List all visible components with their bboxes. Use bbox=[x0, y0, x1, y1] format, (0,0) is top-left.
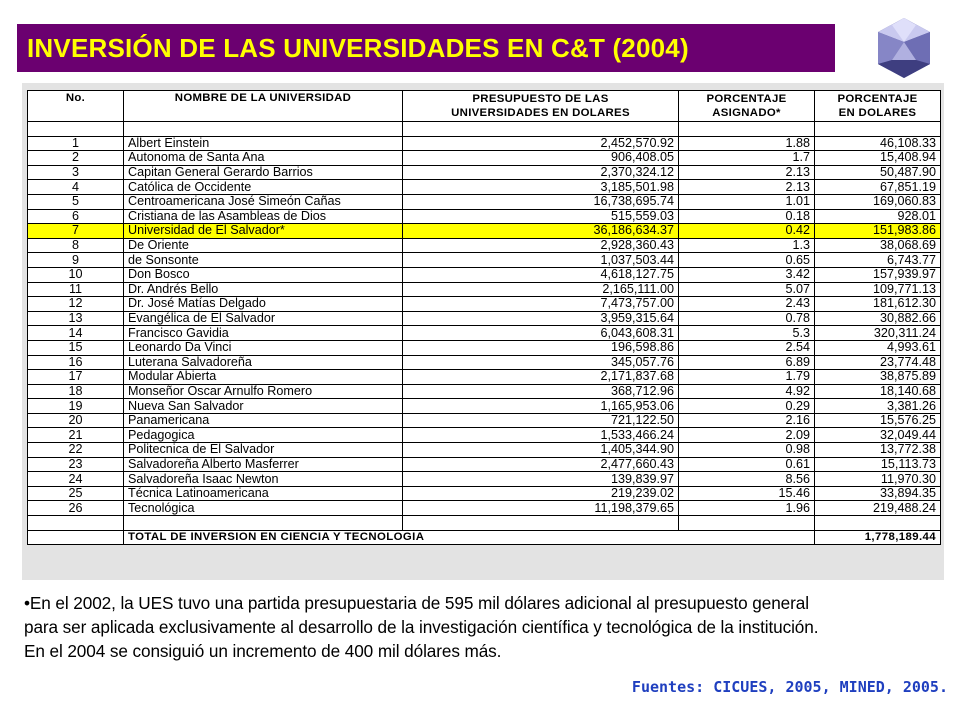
note-line-2: para ser aplicada exclusivamente al desarrollo de la investigación científica y tecnológica de la institución. bbox=[24, 617, 819, 637]
cell-no: 8 bbox=[28, 238, 124, 253]
table-row bbox=[28, 326, 941, 341]
cell-budget: 4,618,127.75 bbox=[403, 267, 679, 282]
cell-percentage-dollars: 181,612.30 bbox=[815, 297, 941, 312]
cell-university-name: Universidad de El Salvador* bbox=[124, 224, 403, 239]
cell-university-name: Modular Abierta bbox=[124, 370, 403, 385]
cell-percentage-assigned: 3.42 bbox=[679, 267, 815, 282]
cell-percentage-assigned: 5.3 bbox=[679, 326, 815, 341]
cell-percentage-dollars: 15,576.25 bbox=[815, 413, 941, 428]
cell-no: 22 bbox=[28, 443, 124, 458]
table-row bbox=[28, 457, 941, 472]
cell-percentage-dollars: 30,882.66 bbox=[815, 311, 941, 326]
cell-percentage-assigned: 2.09 bbox=[679, 428, 815, 443]
cell-percentage-assigned: 2.54 bbox=[679, 340, 815, 355]
cell-budget: 368,712.96 bbox=[403, 384, 679, 399]
page-title: INVERSIÓN DE LAS UNIVERSIDADES EN C&T (2004) bbox=[17, 24, 835, 72]
cell-university-name: Nueva San Salvador bbox=[124, 399, 403, 414]
cell-percentage-dollars: 23,774.48 bbox=[815, 355, 941, 370]
table-row bbox=[28, 180, 941, 195]
cell-percentage-dollars: 13,772.38 bbox=[815, 443, 941, 458]
table-row bbox=[28, 282, 941, 297]
cell-percentage-dollars: 6,743.77 bbox=[815, 253, 941, 268]
cell-percentage-assigned: 1.79 bbox=[679, 370, 815, 385]
source-citation: Fuentes: CICUES, 2005, MINED, 2005. bbox=[631, 678, 948, 696]
spacer-cell bbox=[815, 122, 941, 137]
cell-no: 19 bbox=[28, 399, 124, 414]
table-row bbox=[28, 384, 941, 399]
cell-budget: 515,559.03 bbox=[403, 209, 679, 224]
spacer-row bbox=[28, 516, 941, 531]
cell-percentage-assigned: 1.7 bbox=[679, 151, 815, 166]
cell-budget: 2,477,660.43 bbox=[403, 457, 679, 472]
cell-percentage-assigned: 1.3 bbox=[679, 238, 815, 253]
cell-percentage-dollars: 33,894.35 bbox=[815, 486, 941, 501]
header-usd-line1: PORCENTAJE bbox=[837, 93, 918, 105]
header-pct-line2: ASIGNADO* bbox=[712, 107, 781, 119]
table-row bbox=[28, 136, 941, 151]
cell-no: 15 bbox=[28, 340, 124, 355]
cell-percentage-assigned: 4.92 bbox=[679, 384, 815, 399]
cell-budget: 7,473,757.00 bbox=[403, 297, 679, 312]
cell-university-name: Salvadoreña Alberto Masferrer bbox=[124, 457, 403, 472]
cell-percentage-dollars: 46,108.33 bbox=[815, 136, 941, 151]
cell-university-name: Politecnica de El Salvador bbox=[124, 443, 403, 458]
cell-percentage-dollars: 50,487.90 bbox=[815, 165, 941, 180]
cell-budget: 345,057.76 bbox=[403, 355, 679, 370]
table-row bbox=[28, 355, 941, 370]
cell-percentage-assigned: 2.13 bbox=[679, 180, 815, 195]
cell-no: 9 bbox=[28, 253, 124, 268]
cell-budget: 139,839.97 bbox=[403, 472, 679, 487]
cell-percentage-assigned: 0.29 bbox=[679, 399, 815, 414]
cell-percentage-dollars: 109,771.13 bbox=[815, 282, 941, 297]
cell-no: 11 bbox=[28, 282, 124, 297]
cell-university-name: Católica de Occidente bbox=[124, 180, 403, 195]
gem-icon bbox=[872, 16, 936, 80]
cell-no: 23 bbox=[28, 457, 124, 472]
cell-percentage-dollars: 38,068.69 bbox=[815, 238, 941, 253]
table-row bbox=[28, 443, 941, 458]
table-container bbox=[22, 83, 944, 580]
cell-percentage-dollars: 18,140.68 bbox=[815, 384, 941, 399]
cell-budget: 11,198,379.65 bbox=[403, 501, 679, 516]
cell-percentage-assigned: 0.78 bbox=[679, 311, 815, 326]
cell-percentage-assigned: 0.42 bbox=[679, 224, 815, 239]
cell-no: 3 bbox=[28, 165, 124, 180]
cell-percentage-dollars: 928.01 bbox=[815, 209, 941, 224]
cell-percentage-dollars: 67,851.19 bbox=[815, 180, 941, 195]
cell-budget: 219,239.02 bbox=[403, 486, 679, 501]
cell-percentage-assigned: 1.01 bbox=[679, 194, 815, 209]
cell-no: 20 bbox=[28, 413, 124, 428]
cell-percentage-dollars: 4,993.61 bbox=[815, 340, 941, 355]
total-row bbox=[28, 530, 941, 545]
table-row bbox=[28, 399, 941, 414]
cell-percentage-assigned: 2.43 bbox=[679, 297, 815, 312]
cell-percentage-dollars: 320,311.24 bbox=[815, 326, 941, 341]
table-row bbox=[28, 340, 941, 355]
cell-no: 16 bbox=[28, 355, 124, 370]
cell-university-name: Panamericana bbox=[124, 413, 403, 428]
cell-budget: 1,037,503.44 bbox=[403, 253, 679, 268]
cell-percentage-dollars: 157,939.97 bbox=[815, 267, 941, 282]
header-budget-line2: UNIVERSIDADES EN DOLARES bbox=[451, 107, 630, 119]
total-label: TOTAL DE INVERSION EN CIENCIA Y TECNOLOGIA bbox=[124, 530, 815, 545]
table-row bbox=[28, 501, 941, 516]
spacer-cell bbox=[124, 122, 403, 137]
cell-no: 6 bbox=[28, 209, 124, 224]
table-row bbox=[28, 413, 941, 428]
cell-university-name: Don Bosco bbox=[124, 267, 403, 282]
cell-budget: 721,122.50 bbox=[403, 413, 679, 428]
cell-university-name: Capitan General Gerardo Barrios bbox=[124, 165, 403, 180]
cell-budget: 6,043,608.31 bbox=[403, 326, 679, 341]
cell-budget: 3,185,501.98 bbox=[403, 180, 679, 195]
cell-university-name: Técnica Latinoamericana bbox=[124, 486, 403, 501]
table-row bbox=[28, 194, 941, 209]
table-row bbox=[28, 267, 941, 282]
cell-no: 1 bbox=[28, 136, 124, 151]
cell-no: 26 bbox=[28, 501, 124, 516]
header-usd-line2: EN DOLARES bbox=[838, 107, 917, 119]
header-usd bbox=[815, 91, 941, 122]
cell-budget: 2,165,111.00 bbox=[403, 282, 679, 297]
cell-university-name: de Sonsonte bbox=[124, 253, 403, 268]
cell-budget: 906,408.05 bbox=[403, 151, 679, 166]
header-no: No. bbox=[28, 91, 124, 122]
table-row bbox=[28, 472, 941, 487]
cell-no: 13 bbox=[28, 311, 124, 326]
cell-no: 4 bbox=[28, 180, 124, 195]
table-row bbox=[28, 209, 941, 224]
note-line-1: En el 2002, la UES tuvo una partida presupuestaria de 595 mil dólares adicional al presupuesto general bbox=[29, 593, 809, 613]
cell-percentage-assigned: 1.96 bbox=[679, 501, 815, 516]
cell-university-name: Centroamericana José Simeón Cañas bbox=[124, 194, 403, 209]
spacer-cell bbox=[815, 516, 941, 531]
header-pct-line1: PORCENTAJE bbox=[706, 93, 787, 105]
cell-university-name: Albert Einstein bbox=[124, 136, 403, 151]
table-row bbox=[28, 165, 941, 180]
cell-percentage-dollars: 151,983.86 bbox=[815, 224, 941, 239]
cell-no: 10 bbox=[28, 267, 124, 282]
cell-budget: 2,452,570.92 bbox=[403, 136, 679, 151]
table-row bbox=[28, 151, 941, 166]
cell-percentage-assigned: 5.07 bbox=[679, 282, 815, 297]
table-row bbox=[28, 486, 941, 501]
spacer-cell bbox=[403, 122, 679, 137]
table-row bbox=[28, 224, 941, 239]
table-row bbox=[28, 370, 941, 385]
total-no-cell bbox=[28, 530, 124, 545]
cell-university-name: Luterana Salvadoreña bbox=[124, 355, 403, 370]
cell-university-name: Pedagogica bbox=[124, 428, 403, 443]
table-row bbox=[28, 253, 941, 268]
cell-university-name: Autonoma de Santa Ana bbox=[124, 151, 403, 166]
cell-no: 7 bbox=[28, 224, 124, 239]
cell-university-name: Leonardo Da Vinci bbox=[124, 340, 403, 355]
cell-no: 21 bbox=[28, 428, 124, 443]
cell-university-name: Dr. Andrés Bello bbox=[124, 282, 403, 297]
cell-percentage-dollars: 15,113.73 bbox=[815, 457, 941, 472]
cell-university-name: Monseñor Oscar Arnulfo Romero bbox=[124, 384, 403, 399]
cell-no: 2 bbox=[28, 151, 124, 166]
spacer-cell bbox=[403, 516, 679, 531]
table-row bbox=[28, 297, 941, 312]
cell-budget: 1,533,466.24 bbox=[403, 428, 679, 443]
header-budget-line1: PRESUPUESTO DE LAS bbox=[472, 93, 609, 105]
cell-budget: 2,928,360.43 bbox=[403, 238, 679, 253]
cell-percentage-assigned: 2.16 bbox=[679, 413, 815, 428]
cell-percentage-assigned: 8.56 bbox=[679, 472, 815, 487]
spacer-cell bbox=[679, 516, 815, 531]
cell-no: 14 bbox=[28, 326, 124, 341]
cell-percentage-dollars: 219,488.24 bbox=[815, 501, 941, 516]
cell-percentage-assigned: 15.46 bbox=[679, 486, 815, 501]
spacer-cell bbox=[124, 516, 403, 531]
cell-no: 25 bbox=[28, 486, 124, 501]
total-value: 1,778,189.44 bbox=[815, 530, 941, 545]
header-budget bbox=[403, 91, 679, 122]
cell-budget: 1,165,953.06 bbox=[403, 399, 679, 414]
spacer-row bbox=[28, 122, 941, 137]
cell-percentage-assigned: 1.88 bbox=[679, 136, 815, 151]
cell-percentage-dollars: 169,060.83 bbox=[815, 194, 941, 209]
header-name: NOMBRE DE LA UNIVERSIDAD bbox=[124, 91, 403, 122]
cell-no: 18 bbox=[28, 384, 124, 399]
table-row bbox=[28, 238, 941, 253]
cell-university-name: Tecnológica bbox=[124, 501, 403, 516]
cell-percentage-dollars: 3,381.26 bbox=[815, 399, 941, 414]
universities-table bbox=[27, 90, 941, 545]
table-body bbox=[28, 136, 941, 515]
cell-university-name: Francisco Gavidia bbox=[124, 326, 403, 341]
cell-percentage-dollars: 32,049.44 bbox=[815, 428, 941, 443]
cell-budget: 16,738,695.74 bbox=[403, 194, 679, 209]
cell-university-name: Dr. José Matías Delgado bbox=[124, 297, 403, 312]
cell-university-name: Evangélica de El Salvador bbox=[124, 311, 403, 326]
cell-budget: 196,598.86 bbox=[403, 340, 679, 355]
spacer-cell bbox=[679, 122, 815, 137]
cell-percentage-assigned: 0.18 bbox=[679, 209, 815, 224]
cell-no: 5 bbox=[28, 194, 124, 209]
cell-percentage-assigned: 0.61 bbox=[679, 457, 815, 472]
cell-percentage-dollars: 38,875.89 bbox=[815, 370, 941, 385]
cell-no: 24 bbox=[28, 472, 124, 487]
spacer-cell bbox=[28, 516, 124, 531]
cell-university-name: Salvadoreña Isaac Newton bbox=[124, 472, 403, 487]
cell-percentage-assigned: 0.98 bbox=[679, 443, 815, 458]
cell-budget: 36,186,634.37 bbox=[403, 224, 679, 239]
spacer-cell bbox=[28, 122, 124, 137]
cell-no: 12 bbox=[28, 297, 124, 312]
note-paragraph bbox=[24, 591, 954, 663]
note-bullet: • bbox=[24, 593, 30, 613]
cell-budget: 3,959,315.64 bbox=[403, 311, 679, 326]
table-row bbox=[28, 428, 941, 443]
cell-no: 17 bbox=[28, 370, 124, 385]
table-header-row bbox=[28, 91, 941, 122]
cell-percentage-dollars: 15,408.94 bbox=[815, 151, 941, 166]
cell-budget: 2,171,837.68 bbox=[403, 370, 679, 385]
cell-percentage-dollars: 11,970.30 bbox=[815, 472, 941, 487]
cell-percentage-assigned: 2.13 bbox=[679, 165, 815, 180]
cell-percentage-assigned: 0.65 bbox=[679, 253, 815, 268]
cell-percentage-assigned: 6.89 bbox=[679, 355, 815, 370]
cell-budget: 2,370,324.12 bbox=[403, 165, 679, 180]
table-row bbox=[28, 311, 941, 326]
cell-university-name: Cristiana de las Asambleas de Dios bbox=[124, 209, 403, 224]
cell-budget: 1,405,344.90 bbox=[403, 443, 679, 458]
note-line-3: En el 2004 se consiguió un incremento de 400 mil dólares más. bbox=[24, 641, 502, 661]
header-pct bbox=[679, 91, 815, 122]
cell-university-name: De Oriente bbox=[124, 238, 403, 253]
